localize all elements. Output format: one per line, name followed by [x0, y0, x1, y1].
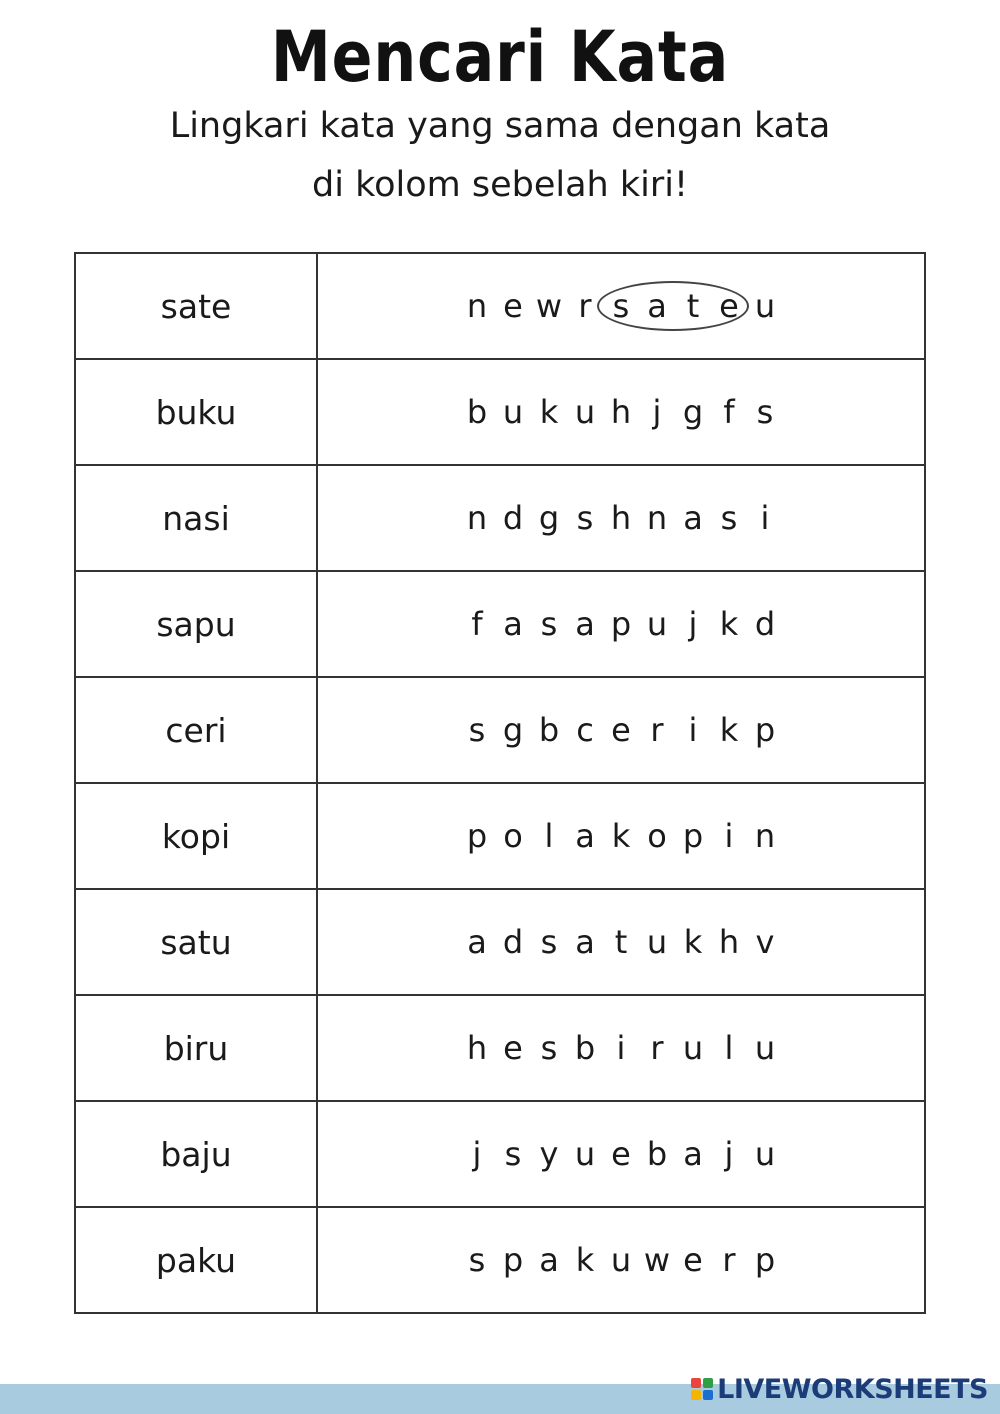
- letter[interactable]: j: [688, 605, 698, 643]
- letter[interactable]: c: [576, 711, 594, 749]
- word-search-table: [74, 252, 926, 1314]
- letter[interactable]: h: [610, 499, 632, 537]
- letter[interactable]: u: [754, 1029, 776, 1067]
- letter[interactable]: p: [754, 1241, 776, 1279]
- letter[interactable]: a: [575, 817, 595, 855]
- instruction-line-2: di kolom sebelah kiri!: [312, 165, 688, 205]
- letter[interactable]: u: [646, 605, 668, 643]
- target-word: sate: [75, 253, 317, 359]
- table-row: [75, 783, 925, 889]
- letter[interactable]: d: [754, 605, 776, 643]
- letter[interactable]: s: [756, 393, 774, 431]
- letter-sequence-cell: [317, 783, 925, 889]
- letter[interactable]: n: [646, 499, 668, 537]
- target-word: ceri: [75, 677, 317, 783]
- letter[interactable]: a: [575, 605, 595, 643]
- letter[interactable]: u: [754, 1135, 776, 1173]
- letter[interactable]: f: [471, 605, 483, 643]
- letter[interactable]: g: [682, 393, 704, 431]
- target-word: baju: [75, 1101, 317, 1207]
- letter[interactable]: n: [466, 499, 488, 537]
- letter[interactable]: e: [611, 711, 631, 749]
- letter[interactable]: p: [754, 711, 776, 749]
- letter[interactable]: s: [576, 499, 594, 537]
- table-row: [75, 253, 925, 359]
- letter[interactable]: e: [611, 1135, 631, 1173]
- letter[interactable]: d: [502, 923, 524, 961]
- letter[interactable]: r: [722, 1241, 736, 1279]
- page-title: Mencari Kata: [270, 16, 730, 98]
- letter[interactable]: l: [724, 1029, 734, 1067]
- letter[interactable]: i: [724, 817, 734, 855]
- logo-square: [703, 1390, 713, 1400]
- letter-sequence-cell: [317, 1101, 925, 1207]
- logo-square: [691, 1378, 701, 1388]
- letter[interactable]: u: [610, 1241, 632, 1279]
- letter[interactable]: s: [468, 711, 486, 749]
- letter[interactable]: r: [650, 1029, 664, 1067]
- letter[interactable]: t: [614, 923, 628, 961]
- letter[interactable]: k: [683, 923, 703, 961]
- letter-sequence: [459, 711, 783, 749]
- letter-sequence-cell: [317, 359, 925, 465]
- letter-sequence-cell: [317, 889, 925, 995]
- letter[interactable]: p: [502, 1241, 524, 1279]
- liveworksheets-logo-icon: [691, 1378, 713, 1400]
- letter[interactable]: n: [466, 287, 488, 325]
- letter[interactable]: e: [503, 1029, 523, 1067]
- letter[interactable]: a: [647, 287, 667, 325]
- letter[interactable]: n: [754, 817, 776, 855]
- letter-sequence: [459, 817, 783, 855]
- letter[interactable]: u: [574, 393, 596, 431]
- logo-square: [703, 1378, 713, 1388]
- letter-sequence-cell: [317, 677, 925, 783]
- letter[interactable]: e: [683, 1241, 703, 1279]
- letter-sequence: [459, 287, 783, 325]
- letter[interactable]: u: [646, 923, 668, 961]
- letter[interactable]: s: [540, 923, 558, 961]
- letter-sequence: [459, 393, 783, 431]
- letter[interactable]: k: [575, 1241, 595, 1279]
- letter[interactable]: k: [539, 393, 559, 431]
- letter[interactable]: s: [468, 1241, 486, 1279]
- letter[interactable]: a: [683, 499, 703, 537]
- letter[interactable]: w: [643, 1241, 671, 1279]
- instruction-line-1: Lingkari kata yang sama dengan kata: [169, 106, 831, 146]
- letter[interactable]: f: [723, 393, 735, 431]
- letter[interactable]: u: [574, 1135, 596, 1173]
- table-row: [75, 677, 925, 783]
- letter[interactable]: a: [683, 1135, 703, 1173]
- letter[interactable]: u: [502, 393, 524, 431]
- letter[interactable]: s: [540, 605, 558, 643]
- logo-square: [691, 1390, 701, 1400]
- table-row: [75, 465, 925, 571]
- letter[interactable]: o: [503, 817, 523, 855]
- target-word: paku: [75, 1207, 317, 1313]
- letter-sequence-cell: [317, 571, 925, 677]
- letter[interactable]: k: [719, 711, 739, 749]
- brand-name: LIVEWORKSHEETS: [717, 1373, 988, 1405]
- letter[interactable]: o: [647, 817, 667, 855]
- letter[interactable]: u: [754, 287, 776, 325]
- letter[interactable]: s: [540, 1029, 558, 1067]
- table-row: [75, 1207, 925, 1313]
- letter[interactable]: p: [682, 817, 704, 855]
- letter-sequence-cell: [317, 995, 925, 1101]
- letter[interactable]: j: [472, 1135, 482, 1173]
- letter-sequence: [459, 1029, 783, 1067]
- letter[interactable]: a: [467, 923, 487, 961]
- letter-sequence-cell: [317, 465, 925, 571]
- letter[interactable]: e: [503, 287, 523, 325]
- letter-sequence: [459, 605, 783, 643]
- target-word: satu: [75, 889, 317, 995]
- table-row: [75, 889, 925, 995]
- letter-sequence: [459, 499, 783, 537]
- letter[interactable]: r: [578, 287, 592, 325]
- letter-sequence: [459, 1241, 783, 1279]
- letter[interactable]: k: [719, 605, 739, 643]
- letter[interactable]: e: [719, 287, 739, 325]
- letter[interactable]: g: [502, 711, 524, 749]
- letter[interactable]: i: [688, 711, 698, 749]
- letter[interactable]: a: [503, 605, 523, 643]
- target-word: biru: [75, 995, 317, 1101]
- letter[interactable]: b: [574, 1029, 596, 1067]
- letter[interactable]: y: [539, 1135, 559, 1173]
- letter-sequence-cell: [317, 1207, 925, 1313]
- letter[interactable]: t: [686, 287, 700, 325]
- letter[interactable]: b: [466, 393, 488, 431]
- letter[interactable]: k: [611, 817, 631, 855]
- letter[interactable]: p: [466, 817, 488, 855]
- table-row: [75, 1101, 925, 1207]
- letter[interactable]: p: [610, 605, 632, 643]
- letter[interactable]: h: [718, 923, 740, 961]
- letter[interactable]: g: [538, 499, 560, 537]
- letter[interactable]: a: [539, 1241, 559, 1279]
- target-word: buku: [75, 359, 317, 465]
- liveworksheets-brand[interactable]: [691, 1373, 988, 1405]
- letter-sequence: [459, 923, 783, 961]
- target-word: nasi: [75, 465, 317, 571]
- letter[interactable]: s: [720, 499, 738, 537]
- letter[interactable]: h: [610, 393, 632, 431]
- target-word: sapu: [75, 571, 317, 677]
- letter[interactable]: i: [616, 1029, 626, 1067]
- table-row: [75, 571, 925, 677]
- letter[interactable]: l: [544, 817, 554, 855]
- letter-sequence-cell: [317, 253, 925, 359]
- table-row: [75, 995, 925, 1101]
- letter[interactable]: h: [466, 1029, 488, 1067]
- letter[interactable]: a: [575, 923, 595, 961]
- letter[interactable]: j: [724, 1135, 734, 1173]
- table-row: [75, 359, 925, 465]
- letter[interactable]: v: [755, 923, 775, 961]
- letter[interactable]: b: [646, 1135, 668, 1173]
- letter[interactable]: b: [538, 711, 560, 749]
- target-word: kopi: [75, 783, 317, 889]
- letter[interactable]: s: [504, 1135, 522, 1173]
- letter[interactable]: s: [612, 287, 630, 325]
- letter[interactable]: u: [682, 1029, 704, 1067]
- letter[interactable]: r: [650, 711, 664, 749]
- letter-sequence: [459, 1135, 783, 1173]
- letter[interactable]: j: [652, 393, 662, 431]
- letter[interactable]: d: [502, 499, 524, 537]
- letter[interactable]: i: [760, 499, 770, 537]
- letter[interactable]: w: [535, 287, 563, 325]
